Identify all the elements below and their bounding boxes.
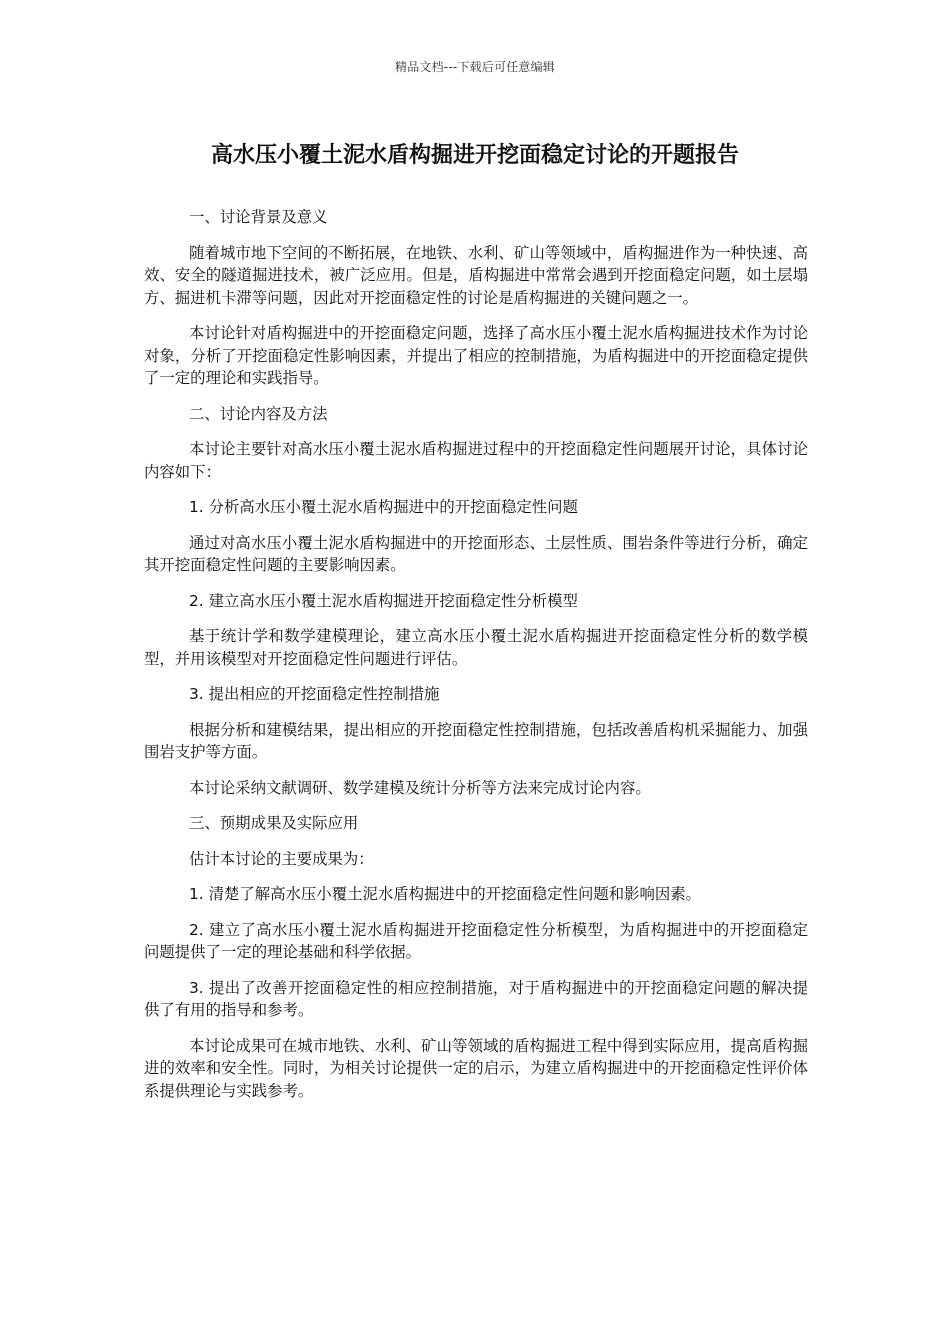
paragraph-research-focus: 本讨论针对盾构掘进中的开挖面稳定问题，选择了高水压小覆土泥水盾构掘进技术作为讨论对象，分析了开挖面稳定性影响因素，并提出了相应的控制措施，为盾构掘进中的开挖面稳定提供了一定的理论和实践指导。 bbox=[144, 324, 808, 387]
paragraph-content-intro: 本讨论主要针对高水压小覆土泥水盾构掘进过程中的开挖面稳定性问题展开讨论，具体讨论内容如下： bbox=[144, 440, 808, 481]
section-heading-background: 一、讨论背景及意义 bbox=[189, 208, 328, 226]
paragraph-background: 随着城市地下空间的不断拓展，在地铁、水利、矿山等领域中，盾构掘进作为一种快速、高效、安全的隧道掘进技术，被广泛应用。但是，盾构掘进中常常会遇到开挖面稳定问题，如土层塌方、掘进机卡滞等问题，因此对开挖面稳定性的讨论是盾构掘进的关键问题之一。 bbox=[144, 243, 808, 307]
list-item-content-1: 1. 分析高水压小覆土泥水盾构掘进中的开挖面稳定性问题 bbox=[189, 498, 578, 516]
list-item-outcome-3: 3. 提出了改善开挖面稳定性的相应控制措施，对于盾构掘进中的开挖面稳定问题的解决提供了有用的指导和参考。 bbox=[144, 978, 808, 1019]
list-item-outcome-1: 1. 清楚了解高水压小覆土泥水盾构掘进中的开挖面稳定性问题和影响因素。 bbox=[189, 885, 702, 903]
list-item-outcome-2: 2. 建立了高水压小覆土泥水盾构掘进开挖面稳定性分析模型，为盾构掘进中的开挖面稳定问题提供了一定的理论基础和科学依据。 bbox=[144, 920, 808, 961]
list-item-content-3: 3. 提出相应的开挖面稳定性控制措施 bbox=[189, 685, 440, 703]
paragraph-methods: 本讨论采纳文献调研、数学建模及统计分析等方法来完成讨论内容。 bbox=[189, 778, 651, 797]
paragraph-content-1-detail: 通过对高水压小覆土泥水盾构掘进中的开挖面形态、土层性质、围岩条件等进行分析，确定其开挖面稳定性问题的主要影响因素。 bbox=[144, 533, 808, 574]
document-body bbox=[144, 206, 808, 1115]
document-title: 高水压小覆土泥水盾构掘进开挖面稳定讨论的开题报告 bbox=[210, 143, 739, 168]
section-heading-outcomes: 三、预期成果及实际应用 bbox=[189, 814, 359, 832]
list-item-content-2: 2. 建立高水压小覆土泥水盾构掘进开挖面稳定性分析模型 bbox=[189, 591, 578, 610]
paragraph-content-2-detail: 基于统计学和数学建模理论，建立高水压小覆土泥水盾构掘进开挖面稳定性分析的数学模型，并用该模型对开挖面稳定性问题进行评估。 bbox=[144, 627, 808, 668]
header-note: 精品文档---下载后可任意编辑 bbox=[395, 60, 555, 74]
paragraph-outcomes-intro: 估计本讨论的主要成果为： bbox=[189, 849, 374, 868]
paragraph-application: 本讨论成果可在城市地铁、水利、矿山等领域的盾构掘进工程中得到实际应用，提高盾构掘进的效率和安全性。同时，为相关讨论提供一定的启示，为建立盾构掘进中的开挖面稳定性评价体系提供理论与实践参考。 bbox=[144, 1036, 808, 1100]
paragraph-content-3-detail: 根据分析和建模结果，提出相应的开挖面稳定性控制措施，包括改善盾构机采掘能力、加强围岩支护等方面。 bbox=[144, 720, 808, 761]
section-heading-content-methods: 二、讨论内容及方法 bbox=[189, 404, 328, 423]
